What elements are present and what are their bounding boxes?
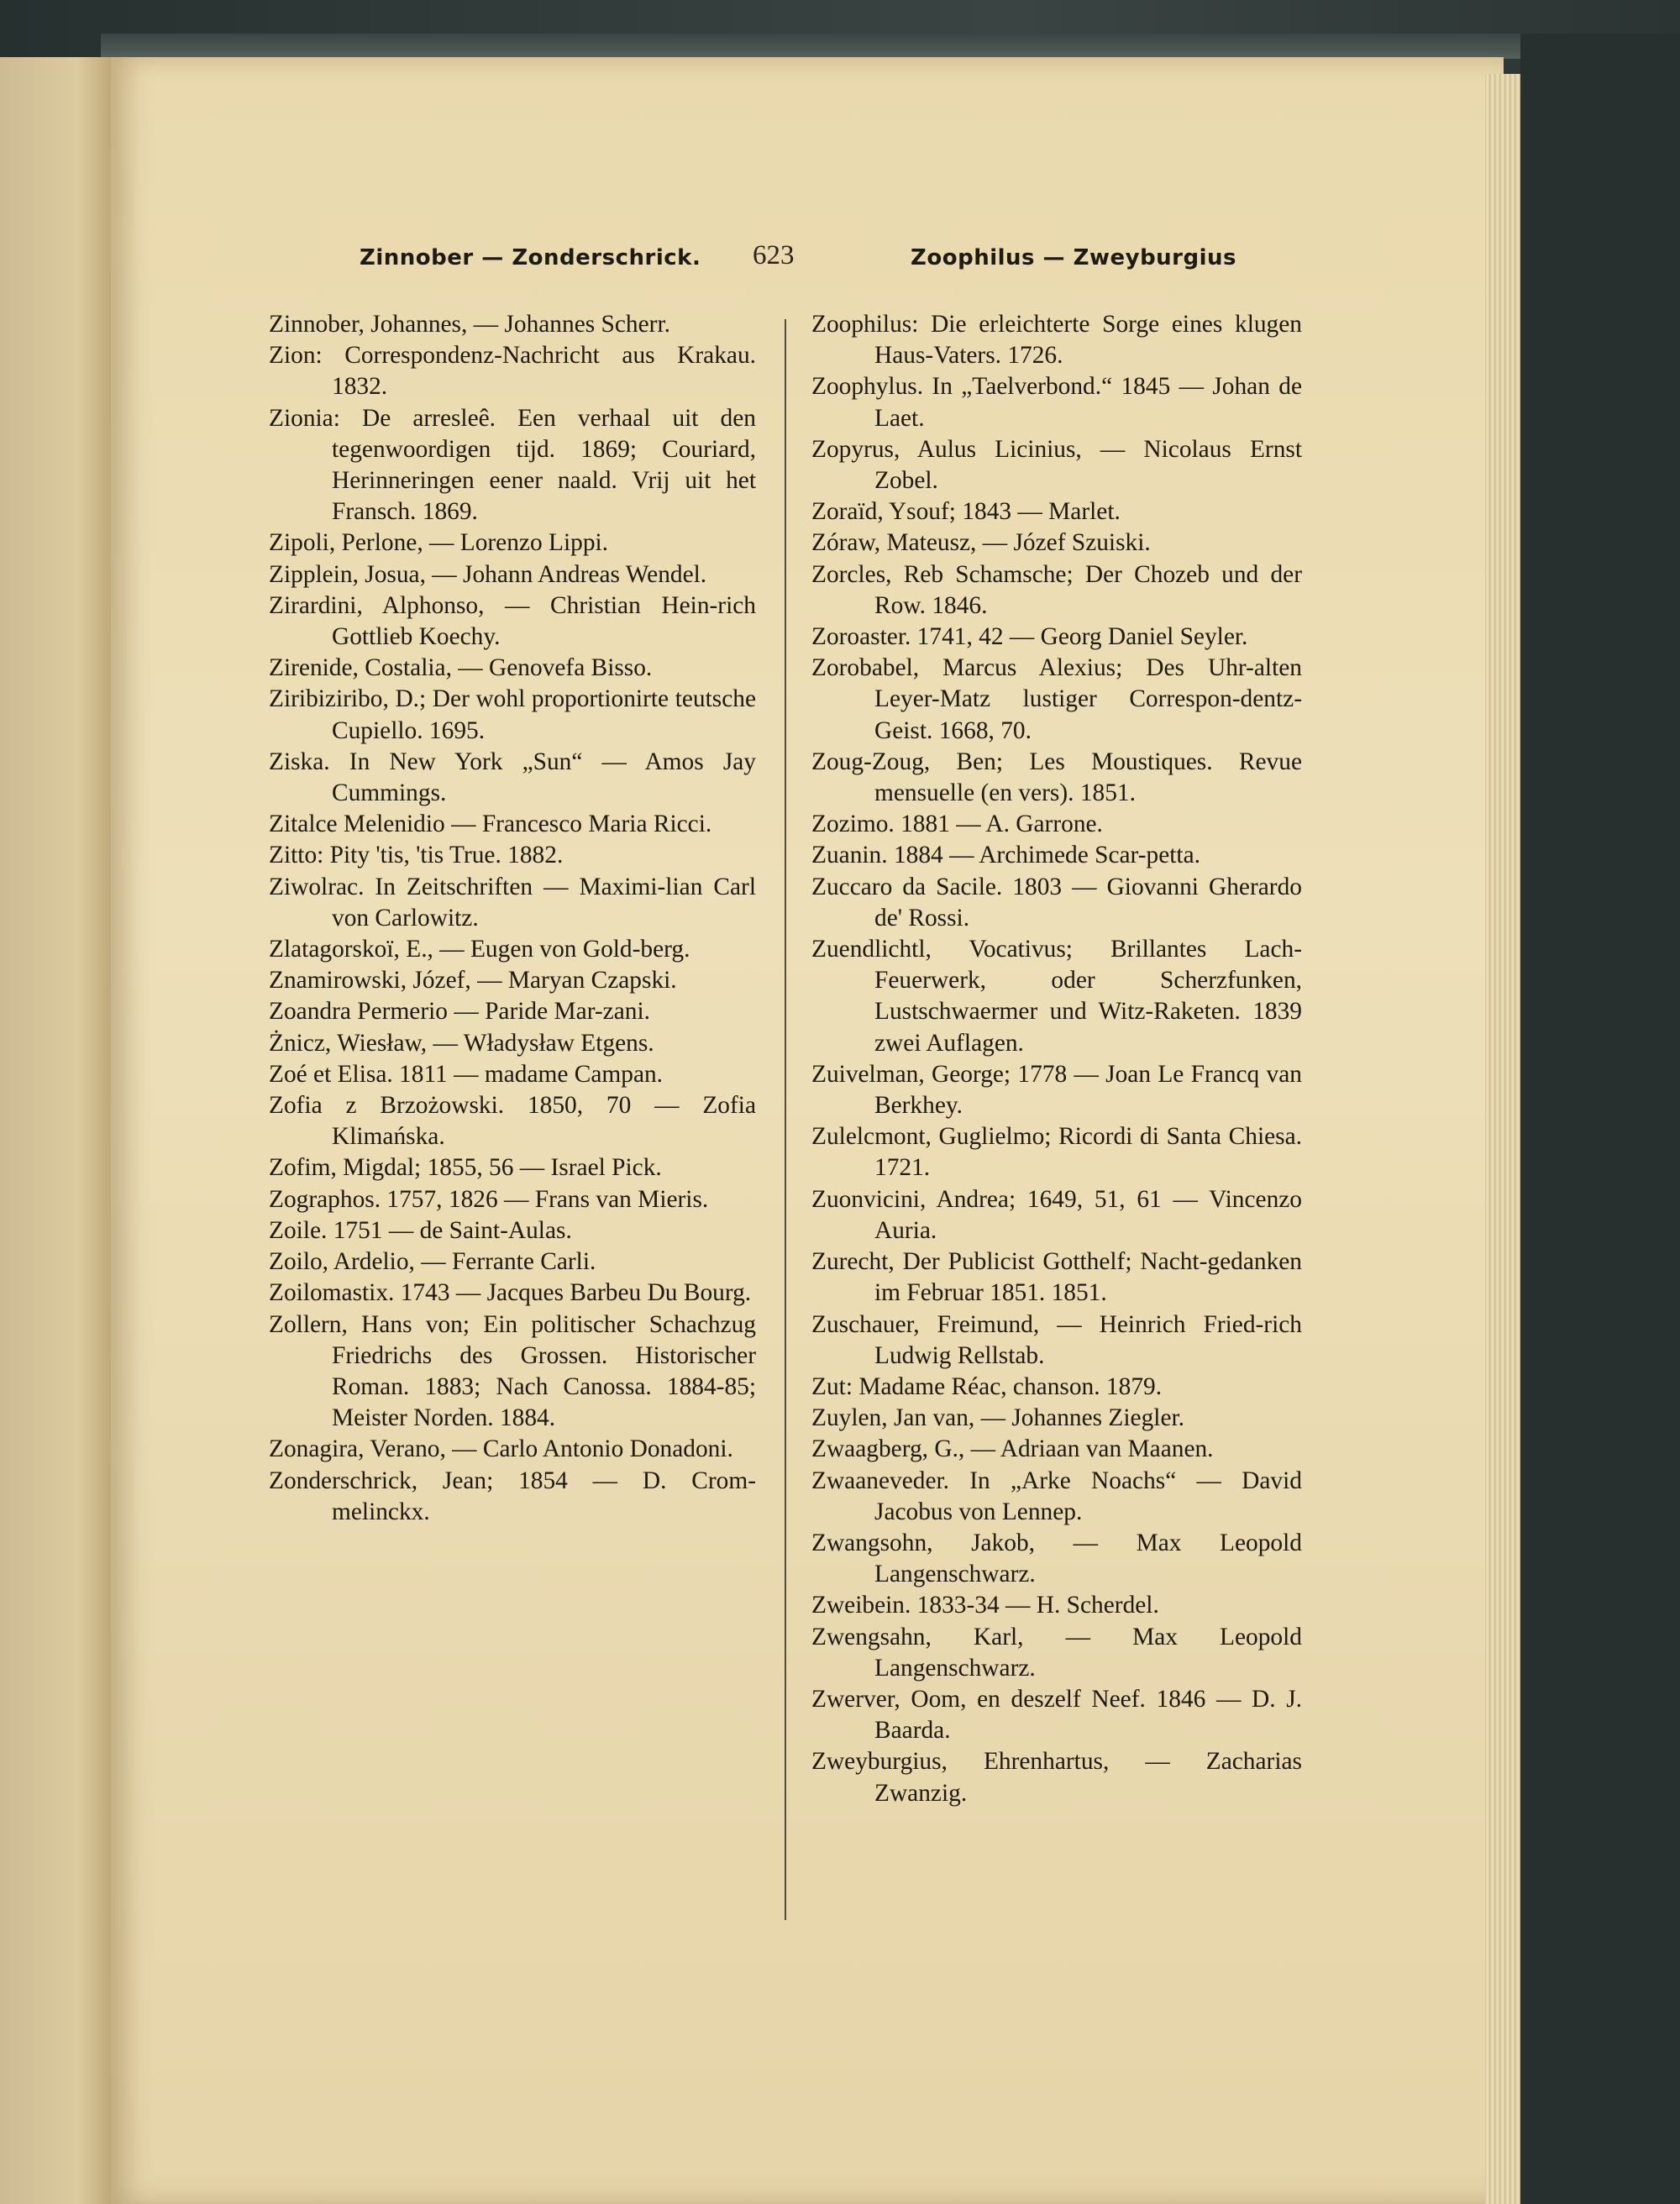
index-entry: Żnicz, Wiesław, — Władysław Etgens. bbox=[269, 1029, 654, 1057]
index-entry: Zóraw, Mateusz, — Józef Szuiski. bbox=[811, 529, 1151, 557]
index-entry: Zoé et Elisa. 1811 — madame Campan. bbox=[269, 1060, 664, 1088]
index-entry: Zwerver, Oom, en deszelf Neef. 1846 — D. J. Baarda. bbox=[811, 1685, 1302, 1745]
index-entry: Zofia z Brzożowski. 1850, 70 — Zofia Klimańska. bbox=[269, 1092, 756, 1151]
index-entry: Zoroaster. 1741, 42 — Georg Daniel Seyler. bbox=[811, 623, 1248, 651]
index-entry: Zulelcmont, Guglielmo; Ricordi di Santa Chiesa. 1721. bbox=[811, 1123, 1302, 1182]
right-column bbox=[811, 309, 1302, 1809]
index-entry: Zweyburgius, Ehrenhartus, — Zacharias Zwanzig. bbox=[811, 1748, 1302, 1807]
index-entry: Zoraïd, Ysouf; 1843 — Marlet. bbox=[811, 498, 1121, 526]
index-entry: Zuanin. 1884 — Archimede Scar-petta. bbox=[811, 842, 1200, 869]
index-entry: Zoandra Permerio — Paride Mar-zani. bbox=[269, 998, 650, 1026]
index-entry: Zirardini, Alphonso, — Christian Hein-rich Gottlieb Koechy. bbox=[269, 591, 756, 651]
left-column bbox=[269, 309, 756, 1528]
index-entry: Zoophylus. In „Taelverbond.“ 1845 — Johan de Laet. bbox=[811, 373, 1302, 432]
index-entry: Zorcles, Reb Schamsche; Der Chozeb und der Row. 1846. bbox=[811, 560, 1302, 619]
index-entry: Ziska. In New York „Sun“ — Amos Jay Cummings. bbox=[269, 748, 756, 807]
book-cover-top-edge bbox=[101, 34, 1529, 59]
index-entry: Zipoli, Perlone, — Lorenzo Lippi. bbox=[269, 529, 609, 557]
index-entry: Zorobabel, Marcus Alexius; Des Uhr-alten Leyer-Matz lustiger Correspon-dentz-Geist. 1668, 70. bbox=[811, 654, 1302, 744]
index-entry: Ziwolrac. In Zeitschriften — Maximi-lian Carl von Carlowitz. bbox=[269, 873, 756, 931]
index-entry: Zion: Correspondenz-Nachricht aus Krakau. 1832. bbox=[269, 342, 756, 401]
running-head-right: Zoophilus — Zweyburgius bbox=[911, 245, 1237, 270]
column-rule bbox=[785, 319, 786, 1920]
index-entry: Zollern, Hans von; Ein politischer Schachzug Friedrichs des Grossen. Historischer Roman. 1883; Nach Canossa. 1884-85; Meister Norden. 1884. bbox=[269, 1310, 756, 1432]
running-head-left: Zinnober — Zonderschrick. bbox=[360, 245, 701, 270]
index-entry: Ziribiziribo, D.; Der wohl proportionirte teutsche Cupiello. 1695. bbox=[269, 685, 756, 744]
index-entry: Zuccaro da Sacile. 1803 — Giovanni Gherardo de' Rossi. bbox=[811, 873, 1302, 931]
index-entry: Zuylen, Jan van, — Johannes Ziegler. bbox=[811, 1404, 1185, 1432]
index-entry: Zweibein. 1833-34 — H. Scherdel. bbox=[811, 1592, 1159, 1619]
index-entry: Zofim, Migdal; 1855, 56 — Israel Pick. bbox=[269, 1154, 662, 1182]
index-entry: Zwengsahn, Karl, — Max Leopold Langenschwarz. bbox=[811, 1623, 1302, 1682]
index-entry: Zuschauer, Freimund, — Heinrich Fried-rich Ludwig Rellstab. bbox=[811, 1310, 1302, 1369]
index-entry: Zonderschrick, Jean; 1854 — D. Crom-melinckx. bbox=[269, 1467, 756, 1525]
index-entry: Zoile. 1751 — de Saint-Aulas. bbox=[269, 1216, 572, 1244]
index-entry: Zirenide, Costalia, — Genovefa Bisso. bbox=[269, 654, 653, 682]
index-entry: Zuendlichtl, Vocativus; Brillantes Lach-Feuerwerk, oder Scherzfunken, Lustschwaermer und Witz-Raketen. 1839 zwei Auflagen. bbox=[811, 936, 1302, 1057]
index-entry: Zozimo. 1881 — A. Garrone. bbox=[811, 811, 1103, 838]
page-block-edges bbox=[1485, 74, 1520, 2204]
index-entry: Zoug-Zoug, Ben; Les Moustiques. Revue mensuelle (en vers). 1851. bbox=[811, 748, 1302, 807]
index-entry: Zionia: De arresleê. Een verhaal uit den tegenwoordigen tijd. 1869; Couriard, Herinneringen eener naald. Vrij uit het Fransch. 1869. bbox=[269, 404, 756, 526]
index-entry: Zlatagorskoï, E., — Eugen von Gold-berg. bbox=[269, 936, 690, 963]
index-entry: Zipplein, Josua, — Johann Andreas Wendel. bbox=[269, 560, 707, 588]
index-entry: Zwaaneveder. In „Arke Noachs“ — David Jacobus von Lennep. bbox=[811, 1467, 1302, 1525]
index-entry: Zinnober, Johannes, — Johannes Scherr. bbox=[269, 311, 670, 338]
index-entry: Zwangsohn, Jakob, — Max Leopold Langenschwarz. bbox=[811, 1529, 1302, 1588]
index-entry: Zwaagberg, G., — Adriaan van Maanen. bbox=[811, 1435, 1214, 1463]
index-entry: Zut: Madame Réac, chanson. 1879. bbox=[811, 1372, 1163, 1400]
index-entry: Zographos. 1757, 1826 — Frans van Mieris. bbox=[269, 1185, 709, 1213]
index-entry: Zopyrus, Aulus Licinius, — Nicolaus Ernst Zobel. bbox=[811, 435, 1302, 495]
index-entry: Zonagira, Verano, — Carlo Antonio Donadoni. bbox=[269, 1435, 733, 1463]
index-entry: Zuivelman, George; 1778 — Joan Le Francq van Berkhey. bbox=[811, 1060, 1302, 1120]
index-entry: Zitto: Pity 'tis, 'tis True. 1882. bbox=[269, 842, 564, 869]
facing-page-edge bbox=[0, 57, 111, 2204]
page-number: 623 bbox=[753, 240, 795, 270]
index-entry: Zurecht, Der Publicist Gotthelf; Nacht-gedanken im Februar 1851. 1851. bbox=[811, 1248, 1302, 1307]
index-entry: Zitalce Melenidio — Francesco Maria Ricci. bbox=[269, 811, 712, 838]
index-entry: Zoophilus: Die erleichterte Sorge eines klugen Haus-Vaters. 1726. bbox=[811, 311, 1302, 370]
index-entry: Zoilomastix. 1743 — Jacques Barbeu Du Bourg. bbox=[269, 1279, 752, 1307]
index-entry: Zuonvicini, Andrea; 1649, 51, 61 — Vincenzo Auria. bbox=[811, 1185, 1302, 1244]
index-entry: Zoilo, Ardelio, — Ferrante Carli. bbox=[269, 1248, 596, 1276]
book-cover-right bbox=[1520, 34, 1680, 2204]
index-entry: Znamirowski, Józef, — Maryan Czapski. bbox=[269, 967, 677, 994]
